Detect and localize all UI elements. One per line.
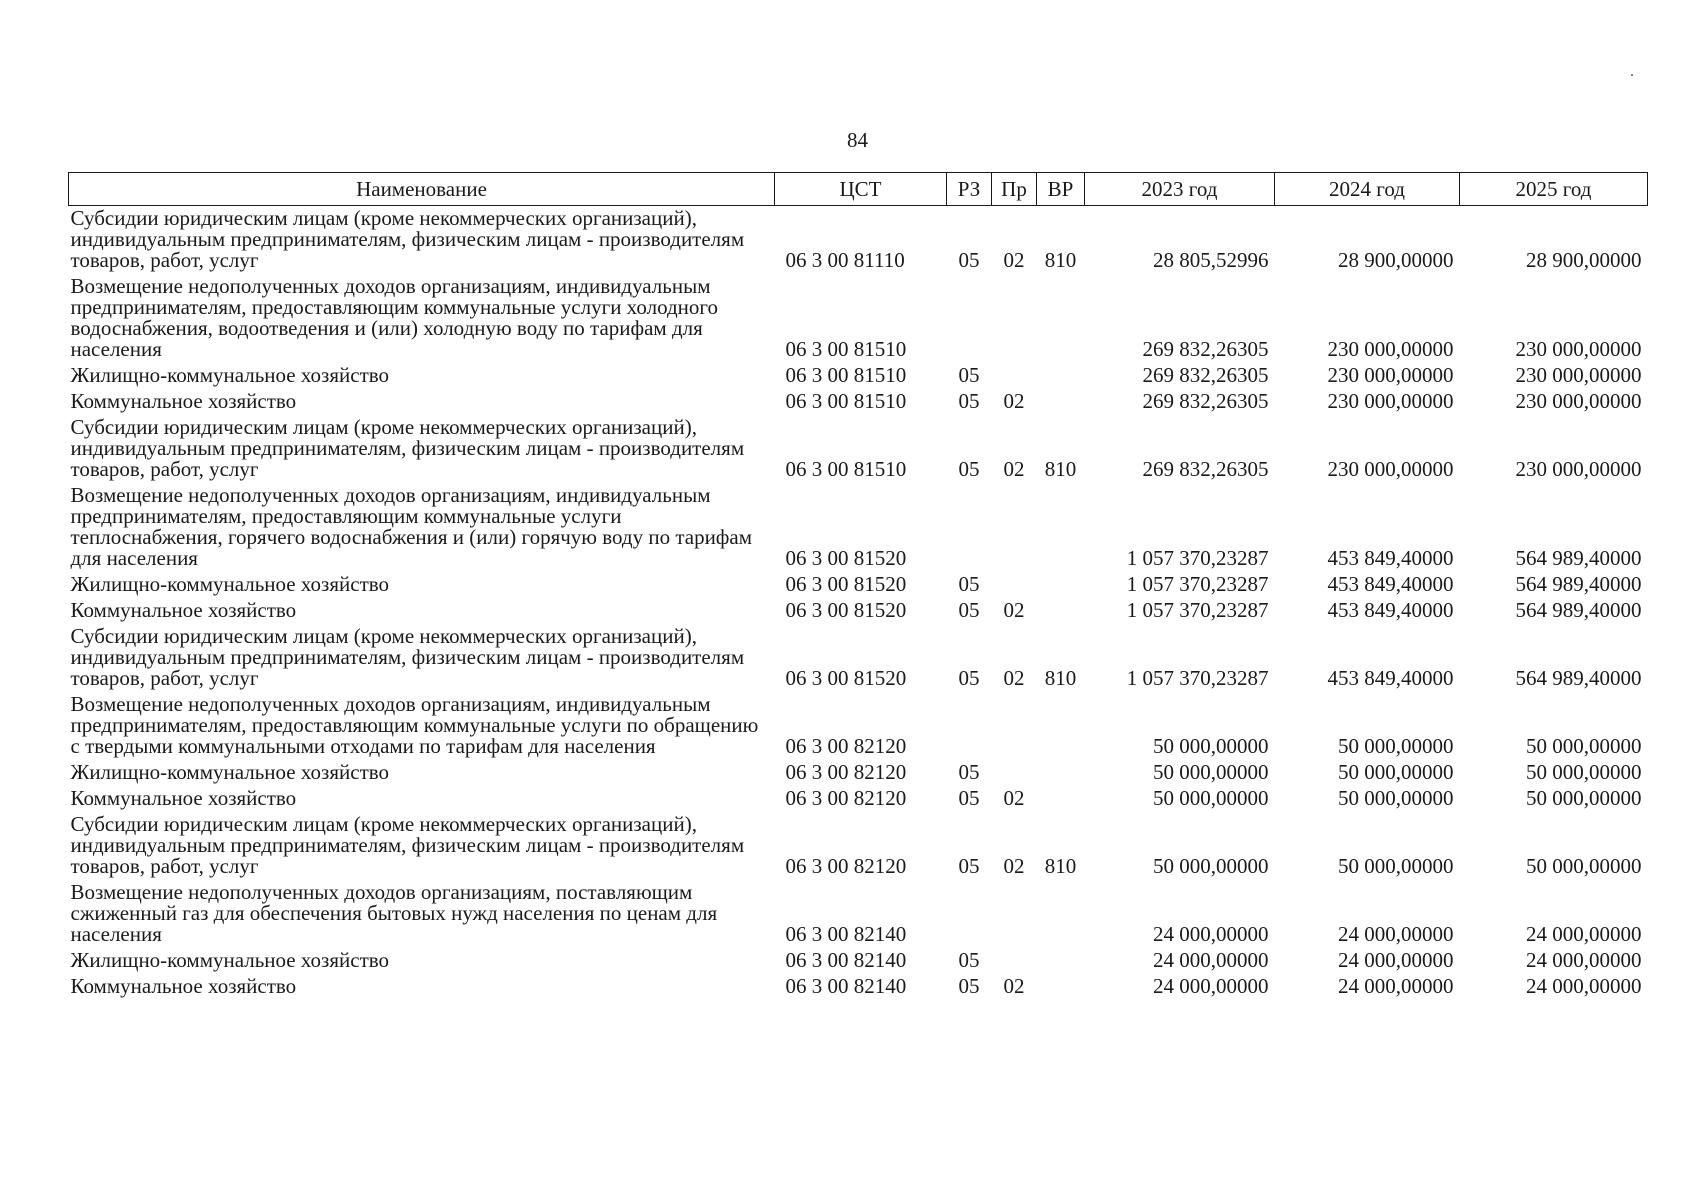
cell-pr (992, 274, 1037, 363)
cell-y2023: 1 057 370,23287 (1126, 598, 1269, 622)
table-row (69, 274, 1648, 363)
cell-y2023: 50 000,00000 (1153, 760, 1269, 784)
col-header-2023: 2023 год (1085, 173, 1275, 206)
cell-cst: 06 3 00 81510 (785, 363, 907, 387)
cell-name: Коммунальное хозяйство (70, 598, 297, 622)
cell-vr (1037, 274, 1085, 363)
cell-y2024: 230 000,00000 (1327, 363, 1454, 387)
cell-vr (1037, 786, 1085, 812)
cell-vr (1037, 483, 1085, 572)
cell-cst: 06 3 00 81520 (785, 598, 907, 622)
cell-y2023: 269 832,26305 (1142, 337, 1269, 361)
cell-name: Субсидии юридическим лицам (кроме некоммерческих организаций), индивидуальным предпринимателям, физическим лицам - производителям товаров, работ, услуг (70, 415, 745, 481)
col-header-2024: 2024 год (1275, 173, 1460, 206)
cell-y2024: 230 000,00000 (1327, 389, 1454, 413)
cell-name: Возмещение недополученных доходов организациям, индивидуальным предпринимателям, предоставляющим коммунальные услуги теплоснабжения, горячего водоснабжения и (или) горячую воду по тарифам для населения (70, 483, 753, 570)
cell-cst: 06 3 00 81520 (785, 666, 907, 690)
cell-y2024: 50 000,00000 (1338, 760, 1454, 784)
cell-y2025: 24 000,00000 (1526, 922, 1642, 946)
cell-vr (1037, 692, 1085, 760)
cell-rz: 05 (958, 760, 980, 784)
cell-y2024: 50 000,00000 (1338, 734, 1454, 758)
cell-pr: 02 (1003, 248, 1025, 272)
cell-rz: 05 (958, 786, 980, 810)
cell-cst: 06 3 00 82120 (785, 760, 907, 784)
cell-y2025: 24 000,00000 (1526, 974, 1642, 998)
cell-rz: 05 (958, 948, 980, 972)
budget-table (68, 172, 1648, 1000)
col-header-cst: ЦСТ (775, 173, 947, 206)
table-row (69, 974, 1648, 1000)
cell-cst: 06 3 00 81520 (785, 546, 907, 570)
cell-vr (1037, 760, 1085, 786)
cell-y2025: 564 989,40000 (1515, 666, 1642, 690)
cell-y2024: 453 849,40000 (1327, 546, 1454, 570)
cell-y2025: 564 989,40000 (1515, 546, 1642, 570)
col-header-vr: ВР (1037, 173, 1085, 206)
table-row (69, 363, 1648, 389)
cell-y2024: 24 000,00000 (1338, 948, 1454, 972)
cell-name: Жилищно-коммунальное хозяйство (70, 760, 390, 784)
cell-vr (1037, 974, 1085, 1000)
cell-rz (947, 483, 992, 572)
cell-y2023: 1 057 370,23287 (1126, 666, 1269, 690)
cell-y2023: 50 000,00000 (1153, 854, 1269, 878)
cell-pr (992, 572, 1037, 598)
cell-pr: 02 (1003, 389, 1025, 413)
scan-speck (1631, 74, 1633, 76)
cell-y2024: 24 000,00000 (1338, 922, 1454, 946)
cell-vr (1037, 389, 1085, 415)
cell-cst: 06 3 00 81510 (785, 457, 907, 481)
table-row (69, 948, 1648, 974)
cell-rz: 05 (958, 854, 980, 878)
page-number: 84 (847, 128, 868, 152)
cell-rz: 05 (958, 666, 980, 690)
cell-y2023: 1 057 370,23287 (1126, 572, 1269, 596)
col-header-2025: 2025 год (1460, 173, 1648, 206)
cell-name: Жилищно-коммунальное хозяйство (70, 572, 390, 596)
cell-y2025: 50 000,00000 (1526, 760, 1642, 784)
cell-y2025: 28 900,00000 (1526, 248, 1642, 272)
cell-pr: 02 (1003, 598, 1025, 622)
cell-y2025: 230 000,00000 (1515, 389, 1642, 413)
table-row (69, 415, 1648, 483)
cell-cst: 06 3 00 82140 (785, 974, 907, 998)
cell-y2025: 24 000,00000 (1526, 948, 1642, 972)
cell-name: Коммунальное хозяйство (70, 389, 297, 413)
table-row (69, 389, 1648, 415)
cell-rz: 05 (958, 363, 980, 387)
cell-y2023: 50 000,00000 (1153, 786, 1269, 810)
cell-y2023: 1 057 370,23287 (1126, 546, 1269, 570)
cell-cst: 06 3 00 82120 (785, 854, 907, 878)
cell-name: Коммунальное хозяйство (70, 786, 297, 810)
cell-y2023: 269 832,26305 (1142, 389, 1269, 413)
cell-rz: 05 (958, 572, 980, 596)
cell-rz: 05 (958, 389, 980, 413)
cell-y2023: 24 000,00000 (1153, 948, 1269, 972)
table-row (69, 206, 1648, 275)
cell-name: Жилищно-коммунальное хозяйство (70, 948, 390, 972)
cell-name: Возмещение недополученных доходов организациям, индивидуальным предпринимателям, предоставляющим коммунальные услуги по обращению с твердыми коммунальными отходами по тарифам для населения (70, 692, 759, 758)
cell-y2023: 269 832,26305 (1142, 457, 1269, 481)
table-row (69, 624, 1648, 692)
cell-y2025: 50 000,00000 (1526, 734, 1642, 758)
cell-name: Возмещение недополученных доходов организациям, индивидуальным предпринимателям, предоставляющим коммунальные услуги холодного водоснабжения, водоотведения и (или) холодную воду по тарифам для населения (70, 274, 718, 361)
cell-y2025: 50 000,00000 (1526, 854, 1642, 878)
cell-y2025: 50 000,00000 (1526, 786, 1642, 810)
cell-cst: 06 3 00 82140 (785, 922, 907, 946)
table-row (69, 572, 1648, 598)
cell-cst: 06 3 00 81520 (785, 572, 907, 596)
cell-cst: 06 3 00 82120 (785, 734, 907, 758)
table-row (69, 692, 1648, 760)
cell-name: Субсидии юридическим лицам (кроме некоммерческих организаций), индивидуальным предпринимателям, физическим лицам - производителям товаров, работ, услуг (70, 624, 745, 690)
cell-cst: 06 3 00 82140 (785, 948, 907, 972)
table-row (69, 786, 1648, 812)
cell-pr (992, 692, 1037, 760)
cell-pr: 02 (1003, 786, 1025, 810)
cell-rz (947, 274, 992, 363)
cell-name: Жилищно-коммунальное хозяйство (70, 363, 390, 387)
cell-name: Возмещение недополученных доходов организациям, поставляющим сжиженный газ для обеспечения бытовых нужд населения по ценам для населения (70, 880, 718, 946)
table-body (69, 206, 1648, 1001)
cell-y2024: 50 000,00000 (1338, 854, 1454, 878)
cell-vr: 810 (1044, 248, 1077, 272)
table-row (69, 880, 1648, 948)
cell-pr (992, 760, 1037, 786)
cell-name: Коммунальное хозяйство (70, 974, 297, 998)
cell-vr: 810 (1044, 854, 1077, 878)
cell-pr: 02 (1003, 457, 1025, 481)
cell-y2024: 453 849,40000 (1327, 666, 1454, 690)
table-row (69, 812, 1648, 880)
cell-vr (1037, 572, 1085, 598)
col-header-pr: Пр (992, 173, 1037, 206)
cell-y2024: 24 000,00000 (1338, 974, 1454, 998)
cell-pr (992, 363, 1037, 389)
table-row (69, 483, 1648, 572)
cell-y2023: 50 000,00000 (1153, 734, 1269, 758)
cell-vr: 810 (1044, 457, 1077, 481)
cell-vr (1037, 598, 1085, 624)
cell-y2024: 230 000,00000 (1327, 457, 1454, 481)
cell-vr (1037, 363, 1085, 389)
cell-rz: 05 (958, 457, 980, 481)
cell-rz (947, 692, 992, 760)
cell-y2025: 564 989,40000 (1515, 598, 1642, 622)
cell-y2023: 24 000,00000 (1153, 922, 1269, 946)
cell-vr: 810 (1044, 666, 1077, 690)
cell-y2024: 50 000,00000 (1338, 786, 1454, 810)
col-header-rz: РЗ (947, 173, 992, 206)
cell-name: Субсидии юридическим лицам (кроме некоммерческих организаций), индивидуальным предпринимателям, физическим лицам - производителям товаров, работ, услуг (70, 206, 745, 272)
cell-cst: 06 3 00 82120 (785, 786, 907, 810)
cell-pr (992, 880, 1037, 948)
cell-cst: 06 3 00 81510 (785, 337, 907, 361)
cell-y2024: 453 849,40000 (1327, 598, 1454, 622)
cell-vr (1037, 948, 1085, 974)
table-row (69, 598, 1648, 624)
cell-y2023: 269 832,26305 (1142, 363, 1269, 387)
cell-y2025: 230 000,00000 (1515, 363, 1642, 387)
cell-y2025: 230 000,00000 (1515, 337, 1642, 361)
cell-rz (947, 880, 992, 948)
cell-rz: 05 (958, 248, 980, 272)
cell-cst: 06 3 00 81110 (785, 248, 905, 272)
cell-cst: 06 3 00 81510 (785, 389, 907, 413)
cell-pr (992, 948, 1037, 974)
cell-y2024: 28 900,00000 (1338, 248, 1454, 272)
cell-pr: 02 (1003, 666, 1025, 690)
cell-vr (1037, 880, 1085, 948)
cell-y2025: 564 989,40000 (1515, 572, 1642, 596)
col-header-name: Наименование (69, 173, 775, 206)
cell-rz: 05 (958, 974, 980, 998)
cell-y2023: 24 000,00000 (1153, 974, 1269, 998)
cell-y2024: 453 849,40000 (1327, 572, 1454, 596)
header-row (69, 173, 1648, 206)
cell-name: Субсидии юридическим лицам (кроме некоммерческих организаций), индивидуальным предпринимателям, физическим лицам - производителям товаров, работ, услуг (70, 812, 745, 878)
cell-pr: 02 (1003, 974, 1025, 998)
cell-y2025: 230 000,00000 (1515, 457, 1642, 481)
table-row (69, 760, 1648, 786)
cell-pr (992, 483, 1037, 572)
cell-y2024: 230 000,00000 (1327, 337, 1454, 361)
cell-y2023: 28 805,52996 (1153, 248, 1269, 272)
cell-pr: 02 (1003, 854, 1025, 878)
cell-rz: 05 (958, 598, 980, 622)
